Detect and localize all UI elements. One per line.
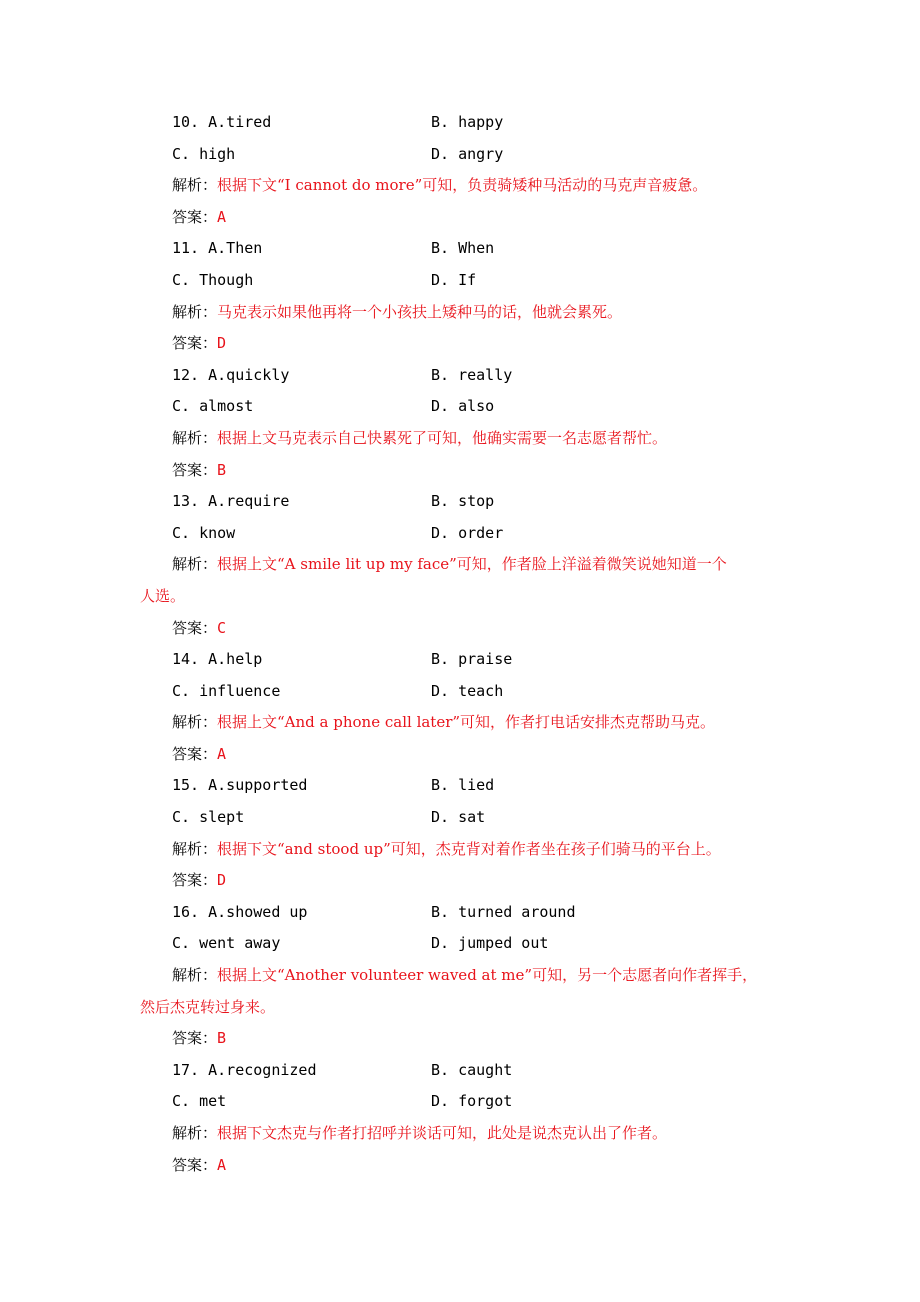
- answer-value: D: [217, 334, 227, 353]
- answer-label: 答案：: [172, 1029, 218, 1048]
- question-10-explanation: [0, 170, 920, 202]
- question-15-explanation: [0, 834, 920, 866]
- question-10-answer: [0, 202, 920, 234]
- question-16-answer: [0, 1023, 920, 1055]
- question-16-explanation: [0, 960, 920, 992]
- question-11-explanation: [0, 297, 920, 329]
- option-b: B. caught: [431, 1060, 513, 1079]
- answer-label: 答案：: [172, 871, 218, 890]
- question-13-explanation-continued: [0, 581, 920, 613]
- explanation-label: 解析：: [172, 555, 218, 574]
- option-a: 12. A.quickly: [172, 365, 290, 384]
- question-12-answer: [0, 455, 920, 487]
- option-d: D. If: [431, 270, 477, 289]
- option-b: B. turned around: [431, 902, 576, 921]
- option-b: B. happy: [431, 113, 504, 131]
- option-a: 17. A.recognized: [172, 1060, 317, 1079]
- answer-value: C: [217, 618, 227, 637]
- answer-label: 答案：: [172, 744, 218, 763]
- explanation-text: 根据下文“and stood up”可知，杰克背对着作者坐在孩子们骑马的平台上。: [217, 839, 721, 858]
- option-d: D. angry: [431, 144, 504, 163]
- question-17-options-cd: [0, 1086, 920, 1118]
- option-a: 11. A.Then: [172, 239, 263, 258]
- answer-label: 答案：: [172, 618, 218, 637]
- question-16-options-ab: [0, 897, 920, 929]
- answer-label: 答案：: [172, 334, 218, 353]
- option-c: C. slept: [172, 808, 245, 827]
- option-c: C. high: [172, 144, 236, 163]
- option-b: B. stop: [431, 492, 495, 511]
- explanation-text: 根据上文“Another volunteer waved at me”可知，另一个志愿者向作者挥手，: [217, 966, 758, 985]
- explanation-text-continued: 然后杰克转过身来。: [140, 997, 276, 1016]
- question-17-explanation: [0, 1118, 920, 1150]
- option-c: C. almost: [172, 397, 254, 416]
- option-d: D. sat: [431, 808, 486, 827]
- question-14-answer: [0, 739, 920, 771]
- explanation-label: 解析：: [172, 713, 218, 732]
- explanation-label: 解析：: [172, 839, 218, 858]
- question-12-explanation: [0, 423, 920, 455]
- explanation-text: 根据下文“I cannot do more”可知，负责骑矮种马活动的马克声音疲惫。: [217, 176, 708, 195]
- explanation-label: 解析：: [172, 428, 218, 447]
- question-10-options-ab: [0, 107, 920, 139]
- option-a: 10. A.tired: [172, 113, 272, 131]
- question-16-explanation-continued: [0, 992, 920, 1024]
- question-14-options-cd: [0, 676, 920, 708]
- explanation-label: 解析：: [172, 176, 218, 195]
- explanation-text: 根据上文马克表示自己快累死了可知，他确实需要一名志愿者帮忙。: [217, 428, 668, 447]
- explanation-label: 解析：: [172, 966, 218, 985]
- answer-value: A: [217, 1155, 227, 1174]
- option-d: D. also: [431, 397, 495, 416]
- option-c: C. Though: [172, 270, 254, 289]
- explanation-text: 马克表示如果他再将一个小孩扶上矮种马的话，他就会累死。: [217, 302, 623, 321]
- option-c: C. went away: [172, 934, 281, 953]
- option-a: 14. A.help: [172, 650, 263, 669]
- option-b: B. praise: [431, 650, 513, 669]
- option-d: D. teach: [431, 681, 504, 700]
- option-b: B. When: [431, 239, 495, 258]
- question-14-explanation: [0, 707, 920, 739]
- question-17-options-ab: [0, 1055, 920, 1087]
- option-d: D. jumped out: [431, 934, 549, 953]
- answer-value: B: [217, 460, 227, 479]
- option-d: D. order: [431, 523, 504, 542]
- option-c: C. know: [172, 523, 236, 542]
- option-b: B. really: [431, 365, 513, 384]
- option-c: C. influence: [172, 681, 281, 700]
- question-15-answer: [0, 865, 920, 897]
- question-16-options-cd: [0, 928, 920, 960]
- question-13-options-cd: [0, 518, 920, 550]
- document-page: [0, 107, 920, 1181]
- question-11-options-ab: [0, 233, 920, 265]
- explanation-label: 解析：: [172, 1124, 218, 1142]
- explanation-text-continued: 人选。: [140, 586, 186, 605]
- explanation-label: 解析：: [172, 302, 218, 321]
- question-12-options-cd: [0, 391, 920, 423]
- answer-value: D: [217, 871, 227, 890]
- answer-label: 答案：: [172, 1155, 218, 1174]
- explanation-text: 根据上文“And a phone call later”可知，作者打电话安排杰克帮助马克。: [217, 713, 716, 732]
- question-15-options-ab: [0, 770, 920, 802]
- question-10-options-cd: [0, 139, 920, 171]
- question-13-answer: [0, 613, 920, 645]
- answer-value: A: [217, 207, 227, 226]
- question-11-answer: [0, 328, 920, 360]
- explanation-text: 根据下文杰克与作者打招呼并谈话可知，此处是说杰克认出了作者。: [217, 1124, 668, 1142]
- option-a: 16. A.showed up: [172, 902, 308, 921]
- answer-label: 答案：: [172, 207, 218, 226]
- question-11-options-cd: [0, 265, 920, 297]
- option-c: C. met: [172, 1092, 227, 1111]
- question-12-options-ab: [0, 360, 920, 392]
- answer-label: 答案：: [172, 460, 218, 479]
- option-a: 15. A.supported: [172, 776, 308, 795]
- question-15-options-cd: [0, 802, 920, 834]
- option-b: B. lied: [431, 776, 495, 795]
- answer-value: A: [217, 744, 227, 763]
- question-13-explanation: [0, 549, 920, 581]
- question-13-options-ab: [0, 486, 920, 518]
- option-d: D. forgot: [431, 1092, 513, 1111]
- question-17-answer: [0, 1150, 920, 1182]
- question-14-options-ab: [0, 644, 920, 676]
- answer-value: B: [217, 1029, 227, 1048]
- option-a: 13. A.require: [172, 492, 290, 511]
- explanation-text: 根据上文“A smile lit up my face”可知，作者脸上洋溢着微笑说她知道一个: [217, 555, 727, 574]
